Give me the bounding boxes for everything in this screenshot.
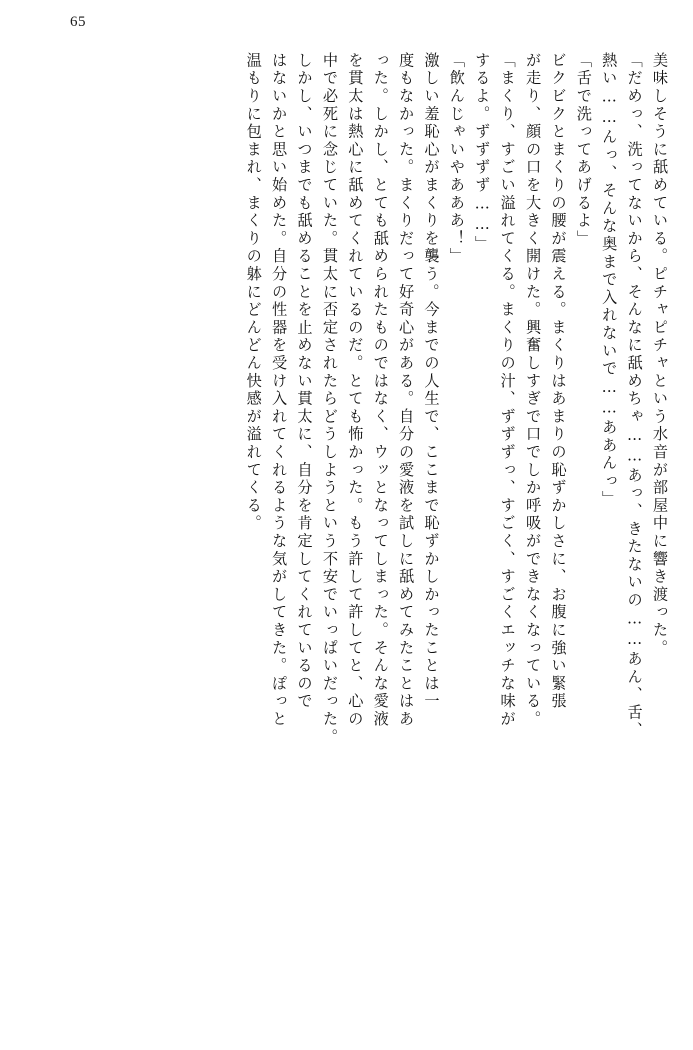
text-column: ビクビクとまくりの腰が震える。まくりはあまりの恥ずかしさに、お腹に強い緊張 [549, 52, 568, 711]
text-column: 激しい羞恥心がまくりを襲う。今までの人生で、ここまで恥ずかしかったことは一 [422, 52, 441, 711]
text-column: 「飲んじゃいやあああ！」 [447, 52, 466, 266]
page-number: 65 [70, 14, 86, 30]
text-column: を貫太は熱心に舐めてくれているのだ。とても怖かった。もう許して許してと、心の [346, 52, 365, 729]
text-column: 温もりに包まれ、まくりの躰にどんどん快感が溢れてくる。 [244, 52, 263, 533]
text-column: 美味しそうに舐めている。ピチャピチャという水音が部屋中に響き渡った。 [651, 52, 669, 658]
text-column: 「まくり、すごい溢れてくる。まくりの汁、ずずずっ、すごく、すごくエッチな味が [498, 52, 517, 729]
text-column: 中で必死に念じていた。貫太に否定されたらどうしようという不安でいっぱいだった。 [320, 52, 339, 747]
text-column: 「だめっ、洗ってないから、そんなに舐めちゃ……あっ、きたないの……あん、舌、 [625, 52, 644, 740]
text-column: 熱い……んっ、そんな奥まで入れないで……ああんっ」 [600, 52, 619, 509]
vertical-text-body [40, 52, 667, 1012]
text-column: しかし、いつまでも舐めることを止めない貫太に、自分を肯定してくれているので [295, 52, 314, 711]
text-column: 度もなかった。まくりだって好奇心がある。自分の愛液を試しに舐めてみたことはあ [397, 52, 416, 729]
text-column: はないかと思い始めた。自分の性器を受け入れてくれるような気がしてきた。ぽっと [270, 52, 289, 729]
text-column: するよ。ずずずず……」 [473, 52, 492, 254]
text-column: が走り、顔の口を大きく開けた。興奮しすぎで口でしか呼吸ができなくなっている。 [524, 52, 543, 729]
text-column: 「舌で洗ってあげるよ」 [574, 52, 593, 248]
text-column: った。しかし、とても舐められたものではなく、ウッとなってしまった。そんな愛液 [371, 52, 390, 729]
